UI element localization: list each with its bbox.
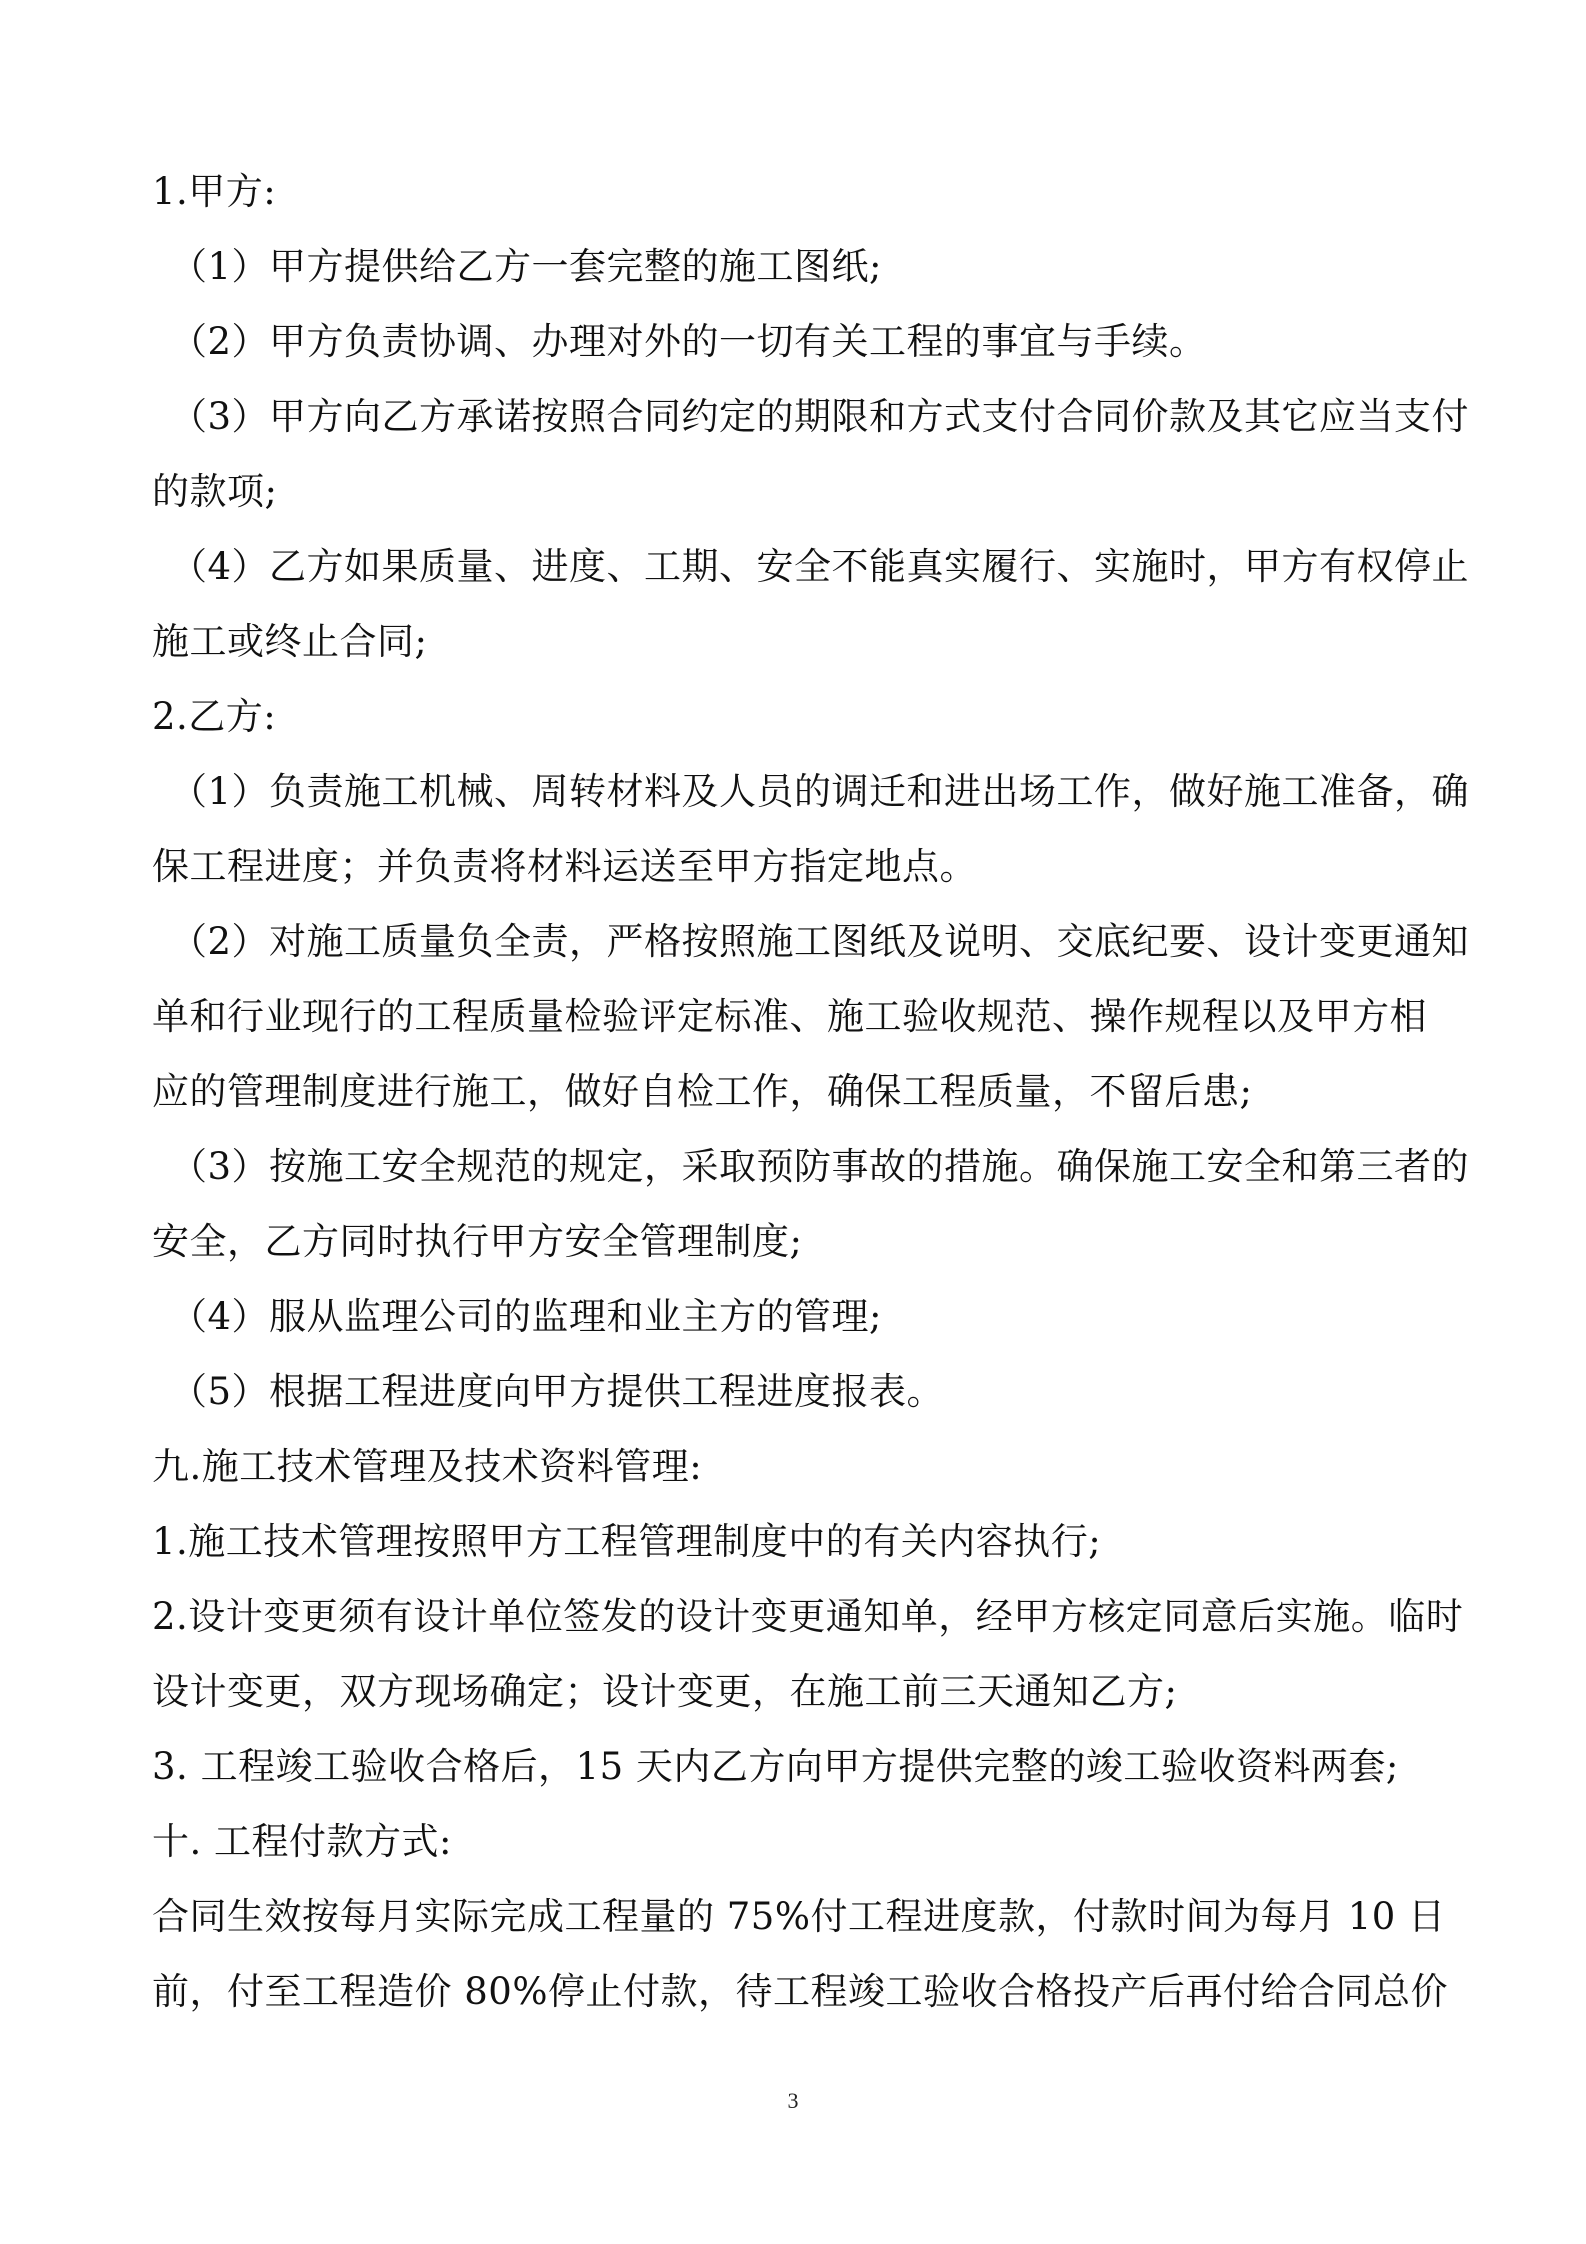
section-heading: 十. 工程付款方式: xyxy=(152,1820,452,1863)
text-line: （5）根据工程进度向甲方提供工程进度报表。 xyxy=(170,1370,945,1413)
text-line: 2.乙方: xyxy=(152,695,277,738)
text-line: 单和行业现行的工程质量检验评定标准、施工验收规范、操作规程以及甲方相 xyxy=(152,995,1427,1038)
text-line: （4）乙方如果质量、进度、工期、安全不能真实履行、实施时，甲方有权停止 xyxy=(170,545,1470,588)
text-line: 设计变更，双方现场确定；设计变更，在施工前三天通知乙方; xyxy=(152,1670,1178,1713)
text-line: （2）对施工质量负全责，严格按照施工图纸及说明、交底纪要、设计变更通知 xyxy=(170,920,1470,963)
text-line: 3. 工程竣工验收合格后，15 天内乙方向甲方提供完整的竣工验收资料两套; xyxy=(152,1745,1399,1788)
text-line: （3）按施工安全规范的规定，采取预防事故的措施。确保施工安全和第三者的 xyxy=(170,1145,1470,1188)
section-heading: 九.施工技术管理及技术资料管理: xyxy=(152,1445,703,1488)
text-line: （3）甲方向乙方承诺按照合同约定的期限和方式支付合同价款及其它应当支付 xyxy=(170,395,1470,438)
text-line: （2）甲方负责协调、办理对外的一切有关工程的事宜与手续。 xyxy=(170,320,1207,363)
text-line: 施工或终止合同; xyxy=(152,620,428,663)
text-line: （1）负责施工机械、周转材料及人员的调迁和进出场工作，做好施工准备，确 xyxy=(170,770,1470,813)
text-line: 前，付至工程造价 80%停止付款，待工程竣工验收合格投产后再付给合同总价 xyxy=(152,1970,1448,2013)
text-line: （4）服从监理公司的监理和业主方的管理; xyxy=(170,1295,883,1338)
text-line: 的款项; xyxy=(152,470,278,513)
text-line: 安全，乙方同时执行甲方安全管理制度; xyxy=(152,1220,803,1263)
text-line: 合同生效按每月实际完成工程量的 75%付工程进度款，付款时间为每月 10 日 xyxy=(152,1895,1446,1938)
page-number: 3 xyxy=(787,2088,799,2113)
text-line: （1）甲方提供给乙方一套完整的施工图纸; xyxy=(170,245,883,288)
text-line: 1.施工技术管理按照甲方工程管理制度中的有关内容执行; xyxy=(152,1520,1102,1563)
text-line: 应的管理制度进行施工，做好自检工作，确保工程质量，不留后患; xyxy=(152,1070,1253,1113)
contract-body-text xyxy=(152,154,1470,2029)
text-line: 2.设计变更须有设计单位签发的设计变更通知单，经甲方核定同意后实施。临时 xyxy=(152,1595,1464,1638)
text-line: 1.甲方: xyxy=(152,170,277,213)
text-line: 保工程进度；并负责将材料运送至甲方指定地点。 xyxy=(152,845,977,888)
